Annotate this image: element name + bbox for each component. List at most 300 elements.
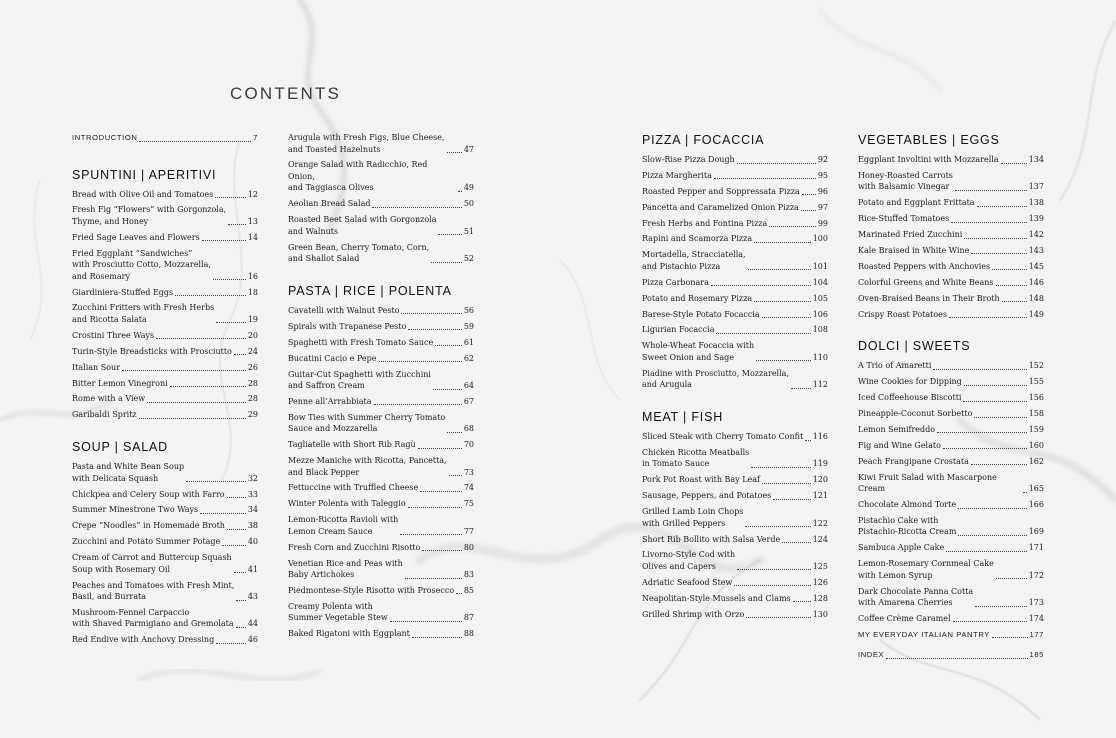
page-number: 101 — [812, 261, 828, 271]
dot-leader — [971, 253, 1026, 254]
dot-leader — [227, 529, 246, 530]
page-number: 83 — [463, 570, 474, 580]
toc-entry[interactable] — [858, 376, 1044, 388]
dot-leader — [996, 285, 1027, 286]
dot-leader — [937, 432, 1027, 433]
toc-entry[interactable] — [642, 506, 828, 529]
dot-leader — [955, 190, 1027, 191]
toc-entry[interactable] — [642, 431, 828, 443]
page-number: 56 — [463, 305, 474, 315]
section-heading: VEGETABLES | EGGS — [858, 133, 1000, 147]
entry-title: Piadine with Prosciutto, Mozzarella, and Arugula — [642, 368, 789, 390]
dot-leader — [401, 313, 461, 314]
dot-leader — [213, 279, 246, 280]
page-number: 146 — [1028, 277, 1044, 287]
toc-entry[interactable] — [642, 249, 828, 272]
page-number: 47 — [463, 144, 474, 154]
toc-entry[interactable] — [288, 482, 474, 494]
section-heading: PIZZA | FOCACCIA — [642, 133, 765, 147]
dot-leader — [716, 333, 810, 334]
entry-title: Chickpea and Celery Soup with Farro — [72, 489, 225, 499]
toc-entry[interactable] — [858, 499, 1044, 511]
entry-title: Ligurian Focaccia — [642, 325, 715, 335]
toc-entry[interactable] — [858, 515, 1044, 538]
page-number: 64 — [463, 381, 474, 391]
entry-title: Pizza Margherita — [642, 170, 712, 180]
dot-leader — [202, 240, 246, 241]
page-number: 165 — [1028, 484, 1044, 494]
toc-entry[interactable] — [288, 601, 474, 624]
dot-leader — [447, 432, 462, 433]
toc-section-entry[interactable] — [858, 649, 1044, 661]
toc-entry[interactable] — [858, 392, 1044, 404]
dot-leader — [222, 545, 246, 546]
toc-entry[interactable] — [288, 159, 474, 194]
toc-entry[interactable] — [288, 396, 474, 408]
toc-entry[interactable] — [858, 293, 1044, 305]
entry-title: Livorno-Style Cod with Olives and Capers — [642, 550, 736, 571]
entry-title: Pancetta and Caramelized Onion Pizza — [642, 202, 799, 212]
page-number: 41 — [247, 564, 258, 574]
toc-entry[interactable] — [858, 586, 1044, 609]
toc-entry[interactable] — [858, 197, 1044, 209]
entry-title: Grilled Lamb Loin Chops with Grilled Peppers — [642, 507, 744, 528]
dot-leader — [745, 526, 810, 527]
dot-leader — [801, 210, 816, 211]
toc-entry[interactable] — [642, 202, 828, 214]
dot-leader — [946, 551, 1026, 552]
toc-entry[interactable] — [288, 214, 474, 237]
dot-leader — [147, 402, 246, 403]
page-number: 77 — [463, 526, 474, 536]
page-number: 75 — [463, 499, 474, 509]
entry-title: Peach Frangipane Crostata — [858, 456, 969, 466]
toc-entry[interactable] — [72, 189, 258, 201]
toc-entry[interactable] — [72, 362, 258, 374]
toc-entry[interactable] — [858, 245, 1044, 257]
page-number: 49 — [463, 183, 474, 193]
entry-title: MY EVERYDAY ITALIAN PANTRY — [858, 629, 990, 639]
dot-leader — [458, 191, 462, 192]
dot-leader — [751, 467, 810, 468]
toc-entry[interactable] — [858, 558, 1044, 581]
page-number: 13 — [247, 216, 258, 226]
toc-entry[interactable] — [72, 409, 258, 421]
page-number: 174 — [1028, 613, 1044, 623]
toc-entry[interactable] — [288, 369, 474, 392]
toc-entry[interactable] — [72, 393, 258, 405]
page-number: 185 — [1029, 650, 1044, 660]
page-number: 14 — [247, 232, 258, 242]
entry-title: Chicken Ricotta Meatballs in Tomato Sauce — [642, 447, 750, 469]
dot-leader — [769, 226, 816, 227]
dot-leader — [746, 617, 810, 618]
toc-entry[interactable] — [642, 609, 828, 621]
entry-title: Dark Chocolate Panna Cotta with Amarena Cherries — [858, 586, 974, 608]
dot-leader — [400, 534, 462, 535]
toc-entry[interactable] — [72, 204, 258, 227]
toc-entry[interactable] — [288, 242, 474, 265]
page-number: 143 — [1028, 245, 1044, 255]
entry-title: Fresh Herbs and Fontina Pizza — [642, 218, 768, 228]
dot-leader — [435, 345, 462, 346]
dot-leader — [992, 269, 1027, 270]
page-number: 145 — [1028, 261, 1044, 271]
entry-title: Zucchini Fritters with Fresh Herbs and Ricotta Salata — [72, 303, 215, 324]
toc-entry[interactable] — [288, 132, 474, 155]
entry-title: Arugula with Fresh Figs, Blue Cheese, and Toasted Hazelnuts — [288, 133, 445, 154]
page-number: 26 — [247, 362, 258, 372]
entry-title: Fettuccine with Truffled Cheese — [288, 483, 419, 493]
toc-column-1 — [72, 132, 258, 650]
page-number: 110 — [812, 352, 828, 362]
dot-leader — [227, 497, 246, 498]
page-number: 121 — [812, 491, 828, 501]
toc-entry[interactable] — [642, 233, 828, 245]
entry-title: Slow-Rise Pizza Dough — [642, 155, 735, 164]
page-number: 105 — [812, 293, 828, 303]
dot-leader — [963, 401, 1026, 402]
toc-column-2 — [288, 132, 474, 644]
toc-entry[interactable] — [72, 489, 258, 501]
page-number: 172 — [1028, 570, 1044, 580]
toc-entry[interactable] — [642, 340, 828, 363]
entry-title: Pasta and White Bean Soup with Delicata Squash — [72, 462, 185, 483]
entry-title: Mezze Maniche with Ricotta, Pancetta, and Black Pepper — [288, 456, 447, 477]
dot-leader — [438, 234, 461, 235]
dot-leader — [374, 404, 462, 405]
page-number: 139 — [1028, 214, 1044, 224]
toc-entry[interactable] — [72, 536, 258, 548]
toc-entry[interactable] — [642, 490, 828, 502]
toc-entry[interactable] — [288, 353, 474, 365]
toc-entry[interactable] — [642, 534, 828, 546]
toc-entry[interactable] — [642, 549, 828, 572]
toc-entry[interactable] — [72, 248, 258, 283]
entry-title: A Trio of Amaretti — [858, 361, 932, 371]
dot-leader — [974, 417, 1026, 418]
entry-title: Zucchini and Potato Summer Potage — [72, 537, 221, 547]
entry-title: Crostini Three Ways — [72, 330, 155, 340]
entry-title: Baked Rigatoni with Eggplant — [288, 629, 410, 639]
dot-leader — [156, 338, 246, 339]
toc-entry[interactable] — [858, 309, 1044, 321]
entry-title: Bow Ties with Summer Cherry Tomato Sauce and Mozzarella — [288, 412, 446, 434]
page-number: 44 — [247, 619, 258, 629]
dot-leader — [802, 194, 816, 195]
toc-entry[interactable] — [72, 520, 258, 532]
toc-entry[interactable] — [858, 170, 1044, 193]
section-heading: PASTA | RICE | POLENTA — [288, 283, 452, 298]
dot-leader — [791, 388, 811, 389]
page-number: 50 — [463, 199, 474, 209]
page-number: 173 — [1028, 598, 1044, 608]
page-number: 73 — [463, 467, 474, 477]
page-number: 108 — [812, 325, 828, 335]
toc-entry[interactable] — [858, 360, 1044, 372]
toc-entry[interactable] — [642, 293, 828, 305]
page-number: 62 — [463, 353, 474, 363]
entry-title: Green Bean, Cherry Tomato, Corn, and Shallot Salad — [288, 242, 430, 264]
page-number: 88 — [463, 629, 474, 639]
dot-leader — [958, 508, 1027, 509]
dot-leader — [408, 507, 462, 508]
page-number: 80 — [463, 542, 474, 552]
toc-entry[interactable] — [858, 277, 1044, 289]
toc-entry[interactable] — [642, 218, 828, 230]
toc-entry[interactable] — [642, 447, 828, 470]
page-number: 166 — [1028, 500, 1044, 510]
section-gap — [858, 324, 1044, 338]
toc-entry[interactable] — [642, 154, 828, 166]
dot-leader — [1023, 492, 1027, 493]
page-number: 18 — [247, 287, 258, 297]
toc-entry[interactable] — [858, 424, 1044, 436]
entry-title: Lemon Semifreddo — [858, 424, 936, 434]
dot-leader — [412, 637, 462, 638]
toc-entry[interactable] — [288, 542, 474, 554]
dot-leader — [933, 369, 1026, 370]
page-number: 162 — [1028, 456, 1044, 466]
entry-title: Grilled Shrimp with Orzo — [642, 609, 745, 619]
dot-leader — [372, 207, 461, 208]
toc-entry[interactable] — [288, 305, 474, 317]
dot-leader — [714, 178, 816, 179]
toc-entry[interactable] — [288, 198, 474, 210]
toc-entry[interactable] — [858, 408, 1044, 420]
page-number: 43 — [247, 592, 258, 602]
entry-title: Rome with a View — [72, 394, 146, 404]
entry-title: Pork Pot Roast with Bay Leaf — [642, 475, 760, 485]
page-number: 46 — [247, 635, 258, 645]
page-number: 33 — [247, 489, 258, 499]
entry-title: Orange Salad with Radicchio, Red Onion, and Taggiasca Olives — [288, 160, 428, 193]
toc-entry[interactable] — [642, 593, 828, 605]
toc-entry[interactable] — [858, 613, 1044, 625]
toc-entry[interactable] — [858, 542, 1044, 554]
entry-title: Fresh Corn and Zucchini Risotto — [288, 542, 421, 552]
page-number: 119 — [812, 459, 828, 469]
toc-entry[interactable] — [72, 607, 258, 630]
dot-leader — [886, 658, 1027, 659]
dot-leader — [433, 389, 462, 390]
page-number: 120 — [812, 475, 828, 485]
toc-entry[interactable] — [858, 229, 1044, 241]
entry-title: Italian Sour — [72, 362, 120, 372]
page-number: 51 — [463, 226, 474, 236]
toc-entry[interactable] — [858, 456, 1044, 468]
toc-entry[interactable] — [288, 585, 474, 597]
page-number: 7 — [253, 133, 258, 142]
page-number: 40 — [247, 537, 258, 547]
toc-entry[interactable] — [642, 324, 828, 336]
toc-entry[interactable] — [858, 440, 1044, 452]
entry-title: Fried Sage Leaves and Flowers — [72, 232, 200, 242]
entry-title: Crispy Roast Potatoes — [858, 309, 947, 319]
entry-title: Sliced Steak with Cherry Tomato Confit — [642, 432, 804, 442]
dot-leader — [234, 354, 246, 355]
toc-entry[interactable] — [72, 552, 258, 575]
dot-leader — [431, 262, 462, 263]
dot-leader — [734, 585, 810, 586]
page-number: 156 — [1028, 393, 1044, 403]
entry-title: Pineapple-Coconut Sorbetto — [858, 409, 973, 419]
toc-entry[interactable] — [288, 514, 474, 537]
entry-title: Colorful Greens and White Beans — [858, 277, 994, 287]
toc-entry[interactable] — [288, 455, 474, 478]
entry-title: Tagliatelle with Short Rib Ragù — [288, 440, 416, 450]
dot-leader — [234, 572, 246, 573]
toc-section-entry[interactable] — [858, 629, 1044, 641]
dot-leader — [949, 317, 1027, 318]
toc-entry[interactable] — [72, 287, 258, 299]
dot-leader — [748, 269, 811, 270]
toc-entry[interactable] — [72, 232, 258, 244]
dot-leader — [1002, 301, 1027, 302]
toc-entry[interactable] — [288, 412, 474, 435]
toc-entry[interactable] — [642, 368, 828, 391]
dot-leader — [236, 600, 245, 601]
toc-entry[interactable] — [858, 213, 1044, 225]
toc-entry[interactable] — [72, 330, 258, 342]
entry-title: Mushroom-Fennel Carpaccio with Shaved Parmigiano and Gremolata — [72, 607, 234, 629]
entry-title: Coffee Crème Caramel — [858, 613, 951, 623]
toc-entry[interactable] — [72, 504, 258, 516]
entry-title: Venetian Rice and Peas with Baby Artichokes — [288, 558, 403, 580]
page-number: 16 — [247, 271, 258, 281]
entry-title: Creamy Polenta with Summer Vegetable Stew — [288, 601, 388, 623]
dot-leader — [793, 601, 811, 602]
page-number: 138 — [1028, 198, 1044, 208]
page-number: 92 — [817, 155, 828, 164]
page-number: 61 — [463, 337, 474, 347]
page-number: 112 — [812, 380, 828, 390]
toc-entry[interactable] — [642, 170, 828, 182]
dot-leader — [379, 361, 462, 362]
page-number: 116 — [812, 432, 828, 442]
entry-title: Summer Minestrone Two Ways — [72, 505, 199, 515]
dot-leader — [782, 542, 810, 543]
dot-leader — [186, 481, 246, 482]
dot-leader — [216, 322, 246, 323]
entry-title: Pizza Carbonara — [642, 277, 709, 287]
dot-leader — [958, 535, 1026, 536]
dot-leader — [175, 295, 246, 296]
entry-title: Iced Coffeehouse Biscotti — [858, 393, 962, 403]
section-heading: MEAT | FISH — [642, 410, 724, 425]
dot-leader — [122, 370, 246, 371]
entry-title: Eggplant Involtini with Mozzarella — [858, 155, 999, 164]
entry-title: Adriatic Seafood Stew — [642, 577, 733, 587]
dot-leader — [405, 578, 462, 579]
entry-title: Roasted Beet Salad with Gorgonzola and Walnuts — [288, 215, 437, 236]
toc-entry[interactable] — [288, 628, 474, 640]
page-number: 130 — [812, 609, 828, 619]
dot-leader — [737, 163, 816, 164]
page-number: 95 — [817, 170, 828, 180]
dot-leader — [971, 464, 1027, 465]
page-number: 160 — [1028, 440, 1044, 450]
dot-leader — [200, 513, 246, 514]
page-number: 52 — [463, 254, 474, 264]
entry-title: Potato and Eggplant Frittata — [858, 198, 975, 208]
toc-entry[interactable] — [72, 634, 258, 646]
page-number: 169 — [1028, 527, 1044, 537]
toc-entry[interactable] — [642, 577, 828, 589]
toc-section-entry[interactable] — [72, 132, 258, 144]
toc-entry[interactable] — [72, 580, 258, 603]
dot-leader — [943, 448, 1027, 449]
entry-title: Oven-Braised Beans in Their Broth — [858, 293, 1000, 303]
page-number: 97 — [817, 202, 828, 212]
toc-entry[interactable] — [288, 439, 474, 451]
dot-leader — [408, 329, 462, 330]
entry-title: Giardiniera-Stuffed Eggs — [72, 287, 174, 297]
page-number: 85 — [463, 585, 474, 595]
entry-title: Short Rib Bollito with Salsa Verde — [642, 534, 781, 544]
page-number: 148 — [1028, 293, 1044, 303]
entry-title: Potato and Rosemary Pizza — [642, 293, 753, 303]
page-number: 125 — [812, 561, 828, 571]
toc-entry[interactable] — [642, 186, 828, 198]
toc-column-3 — [642, 132, 828, 624]
toc-entry[interactable] — [72, 302, 258, 325]
page-number: 177 — [1029, 629, 1044, 639]
page-number: 70 — [463, 440, 474, 450]
dot-leader — [773, 499, 810, 500]
entry-title: Turin-Style Breadsticks with Prosciutto — [72, 346, 232, 356]
section-gap — [72, 153, 258, 167]
toc-entry[interactable] — [642, 474, 828, 486]
page-number: 29 — [247, 410, 258, 420]
toc-entry[interactable] — [858, 472, 1044, 495]
entry-title: Kiwi Fruit Salad with Mascarpone Cream — [858, 472, 997, 494]
toc-entry[interactable] — [72, 378, 258, 390]
toc-entry[interactable] — [858, 154, 1044, 166]
toc-entry[interactable] — [858, 261, 1044, 273]
page-number: 74 — [463, 483, 474, 493]
toc-entry[interactable] — [642, 277, 828, 289]
entry-title: INDEX — [858, 650, 885, 660]
entry-title: Bitter Lemon Vinegroni — [72, 378, 168, 388]
toc-entry[interactable] — [288, 321, 474, 333]
dot-leader — [418, 448, 462, 449]
page-number: 34 — [247, 505, 258, 515]
entry-title: Sambuca Apple Cake — [858, 543, 945, 553]
dot-leader — [420, 491, 462, 492]
section-heading: SOUP | SALAD — [72, 440, 168, 455]
entry-title: Fried Eggplant “Sandwiches” with Prosciutto Cotto, Mozzarella, and Rosemary — [72, 248, 211, 281]
entry-title: Bucatini Cacio e Pepe — [288, 353, 377, 363]
toc-entry[interactable] — [288, 337, 474, 349]
dot-leader — [756, 360, 811, 361]
page-number: 19 — [247, 314, 258, 324]
dot-leader — [236, 627, 246, 628]
toc-column-4 — [858, 132, 1044, 670]
toc-entry[interactable] — [288, 498, 474, 510]
toc-entry[interactable] — [72, 461, 258, 484]
page-number: 128 — [812, 593, 828, 603]
entry-title: Aeolian Bread Salad — [288, 199, 371, 209]
dot-leader — [992, 637, 1028, 638]
toc-entry[interactable] — [642, 309, 828, 321]
dot-leader — [754, 301, 811, 302]
toc-entry[interactable] — [72, 346, 258, 358]
entry-title: Wine Cookies for Dipping — [858, 377, 962, 387]
toc-entry[interactable] — [288, 558, 474, 581]
entry-title: Kale Braised in White Wine — [858, 245, 970, 255]
page-number: 122 — [812, 518, 828, 528]
